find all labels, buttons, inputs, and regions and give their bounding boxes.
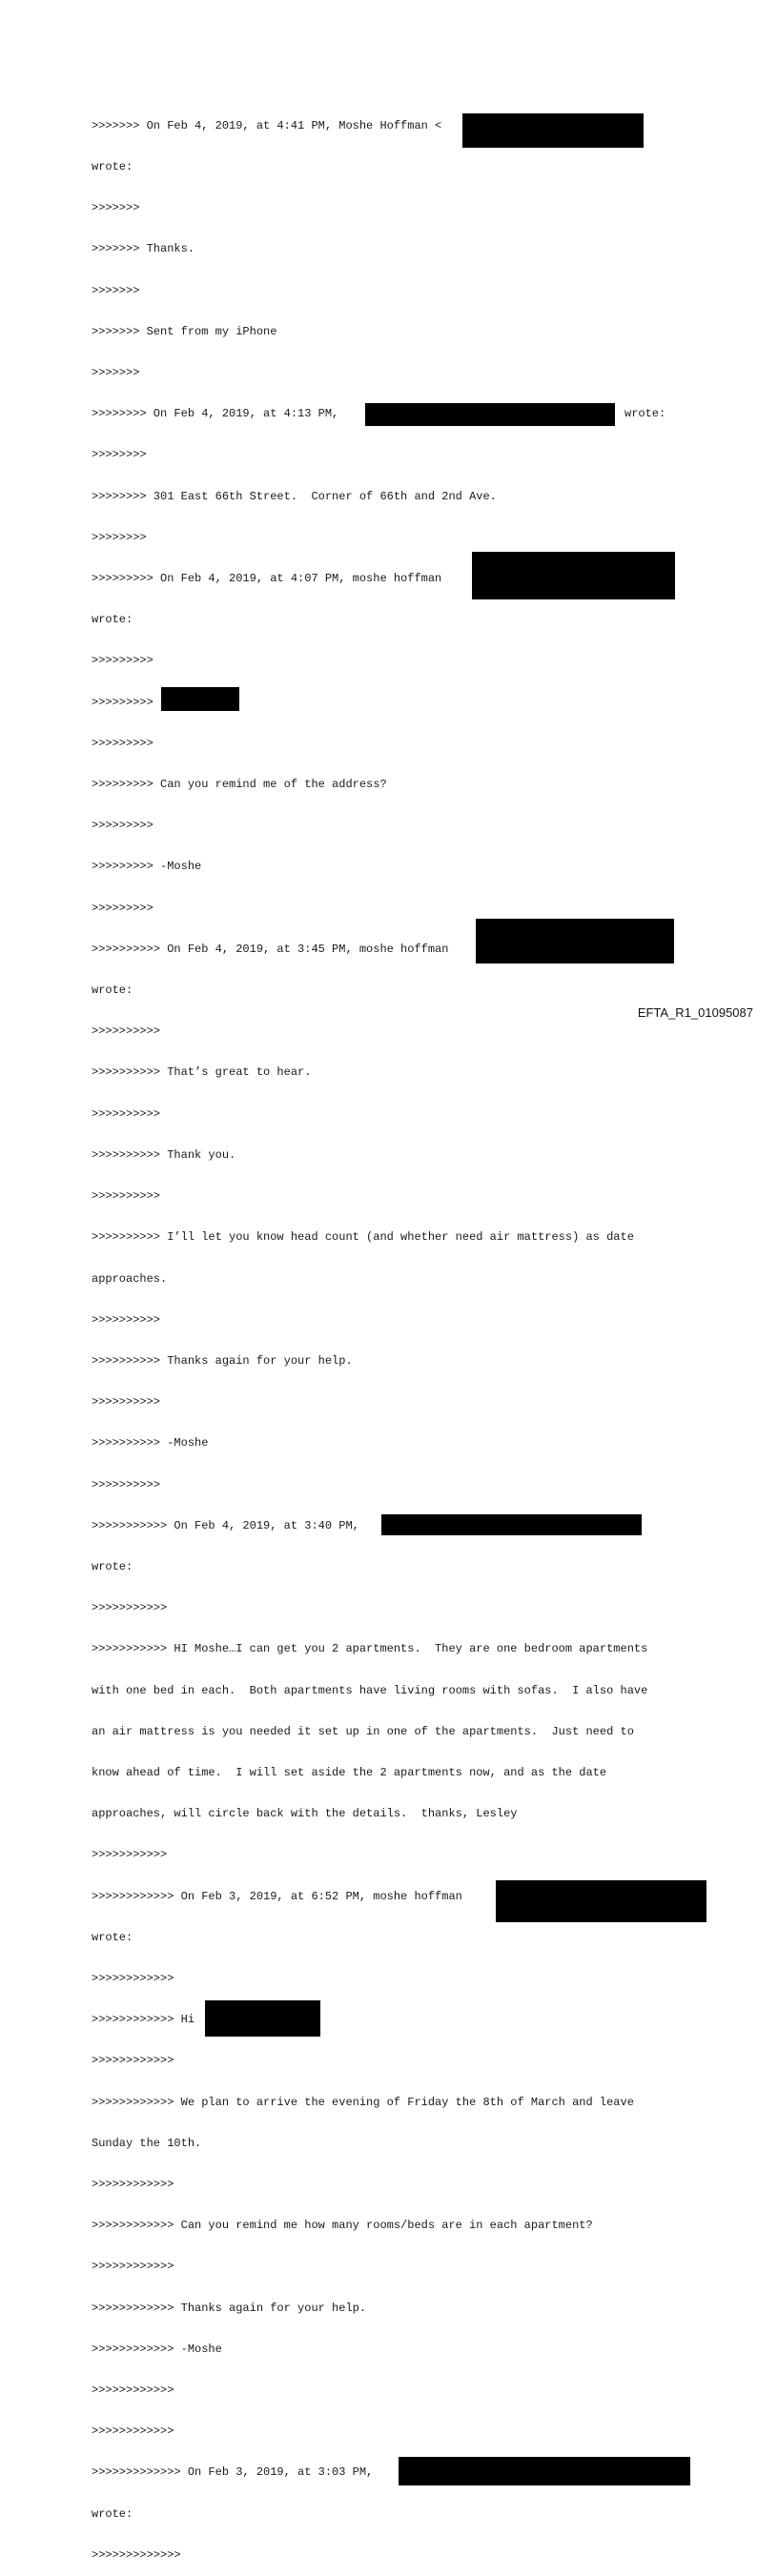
redaction xyxy=(381,1514,642,1535)
line: >>>>>>> xyxy=(92,283,140,297)
line: >>>>>>>>>> That’s great to hear. xyxy=(92,1065,312,1080)
line: >>>>>>>>>>> On Feb 4, 2019, at 3:40 PM, xyxy=(92,1519,721,1532)
line: >>>>>>>>>>>> xyxy=(92,2177,174,2191)
line-suffix: wrote: xyxy=(624,407,666,421)
line: approaches, will circle back with the details. thanks, Lesley xyxy=(92,1807,518,1821)
line: >>>>>>>>>>>> Thanks again for your help. xyxy=(92,2301,367,2315)
redaction xyxy=(476,919,674,963)
line: an air mattress is you needed it set up in one of the apartments. Just need to xyxy=(92,1724,634,1738)
line: wrote: xyxy=(92,1559,133,1573)
redaction xyxy=(399,2457,690,2485)
line: >>>>>>>> 301 East 66th Street. Corner of 66th and 2nd Ave. xyxy=(92,489,497,503)
line: >>>>>>>>>> xyxy=(92,1024,161,1039)
line: >>>>>>>>>>>> Can you remind me how many rooms/beds are in each apartment? xyxy=(92,2219,593,2233)
line: >>>>>>>>>> On Feb 4, 2019, at 3:45 PM, moshe hoffman xyxy=(92,943,721,956)
line: >>>>>>>>>>>> xyxy=(92,2383,174,2397)
line: wrote: xyxy=(92,160,133,174)
line: >>>>>>>>>> -Moshe xyxy=(92,1436,209,1450)
line: >>>>>>>>>>>>> xyxy=(92,2547,181,2562)
line: >>>>>>>>> On Feb 4, 2019, at 4:07 PM, moshe hoffman xyxy=(92,572,721,585)
line: >>>>>>>>> xyxy=(92,696,721,709)
line: approaches. xyxy=(92,1271,168,1286)
line: >>>>>>>> xyxy=(92,530,147,544)
redaction xyxy=(205,2000,320,2037)
line: >>>>>>> On Feb 4, 2019, at 4:41 PM, Moshe Hoffman < xyxy=(92,119,721,132)
line: >>>>>>>>> Can you remind me of the address? xyxy=(92,778,387,792)
line: know ahead of time. I will set aside the 2 apartments now, and as the date xyxy=(92,1765,607,1779)
line: >>>>>>>>>>>> Hi xyxy=(92,2013,721,2026)
line: wrote: xyxy=(92,613,133,627)
redaction xyxy=(496,1880,706,1922)
line: >>>>>>>>>>>> -Moshe xyxy=(92,2342,222,2356)
line: >>>>>>>>> xyxy=(92,736,154,750)
line: >>>>>>>>>> Thank you. xyxy=(92,1147,236,1162)
line: >>>>>>> Thanks. xyxy=(92,242,195,256)
line: wrote: xyxy=(92,2506,133,2521)
line: >>>>>>> xyxy=(92,201,140,215)
line: wrote: xyxy=(92,1930,133,1944)
line: >>>>>>>>>>>> xyxy=(92,1971,174,1985)
email-thread xyxy=(92,91,721,2576)
line: >>>>>>>> On Feb 4, 2019, at 4:13 PM, wrote: xyxy=(92,407,721,420)
line: >>>>>>>> xyxy=(92,448,147,462)
redaction xyxy=(472,552,675,599)
line: >>>>>>>>>>>> On Feb 3, 2019, at 6:52 PM, moshe hoffman xyxy=(92,1890,721,1903)
line: >>>>>>>>>>> xyxy=(92,1848,168,1862)
line: >>>>>>>>>>>> We plan to arrive the evening of Friday the 8th of March and leave xyxy=(92,2095,634,2109)
line: with one bed in each. Both apartments have living rooms with sofas. I also have xyxy=(92,1683,648,1697)
line: >>>>>>>>> -Moshe xyxy=(92,860,202,874)
document-id: EFTA_R1_01095087 xyxy=(637,1005,753,1020)
line: wrote: xyxy=(92,984,133,998)
line: >>>>>>>>>>>> xyxy=(92,2424,174,2439)
line: >>>>>>>>>> Thanks again for your help. xyxy=(92,1353,353,1368)
redaction xyxy=(462,113,644,148)
line: >>>>>>>>>> I’ll let you know head count (and whether need air mattress) as date xyxy=(92,1230,634,1245)
line: >>>>>>> xyxy=(92,366,140,380)
line: >>>>>>>>>> xyxy=(92,1106,161,1121)
line: >>>>>>>>>>> xyxy=(92,1601,168,1615)
line: >>>>>>>>>> xyxy=(92,1189,161,1204)
line: >>>>>>>>>>>>> On Feb 3, 2019, at 3:03 PM, xyxy=(92,2465,721,2479)
line: >>>>>>>>>> xyxy=(92,1395,161,1410)
line: >>>>>>>>>>> HI Moshe…I can get you 2 apartments. They are one bedroom apartments xyxy=(92,1642,648,1656)
line: >>>>>>>>> xyxy=(92,901,154,915)
line: >>>>>>>>> xyxy=(92,654,154,668)
redaction xyxy=(161,687,239,711)
redaction xyxy=(365,403,615,426)
line: >>>>>>>>>> xyxy=(92,1312,161,1327)
line: >>>>>>>>> xyxy=(92,819,154,833)
line: Sunday the 10th. xyxy=(92,2136,202,2150)
line: >>>>>>>>>>>> xyxy=(92,2260,174,2274)
line: >>>>>>>>>> xyxy=(92,1477,161,1491)
line: >>>>>>> Sent from my iPhone xyxy=(92,324,277,338)
line: >>>>>>>>>>>> xyxy=(92,2054,174,2068)
